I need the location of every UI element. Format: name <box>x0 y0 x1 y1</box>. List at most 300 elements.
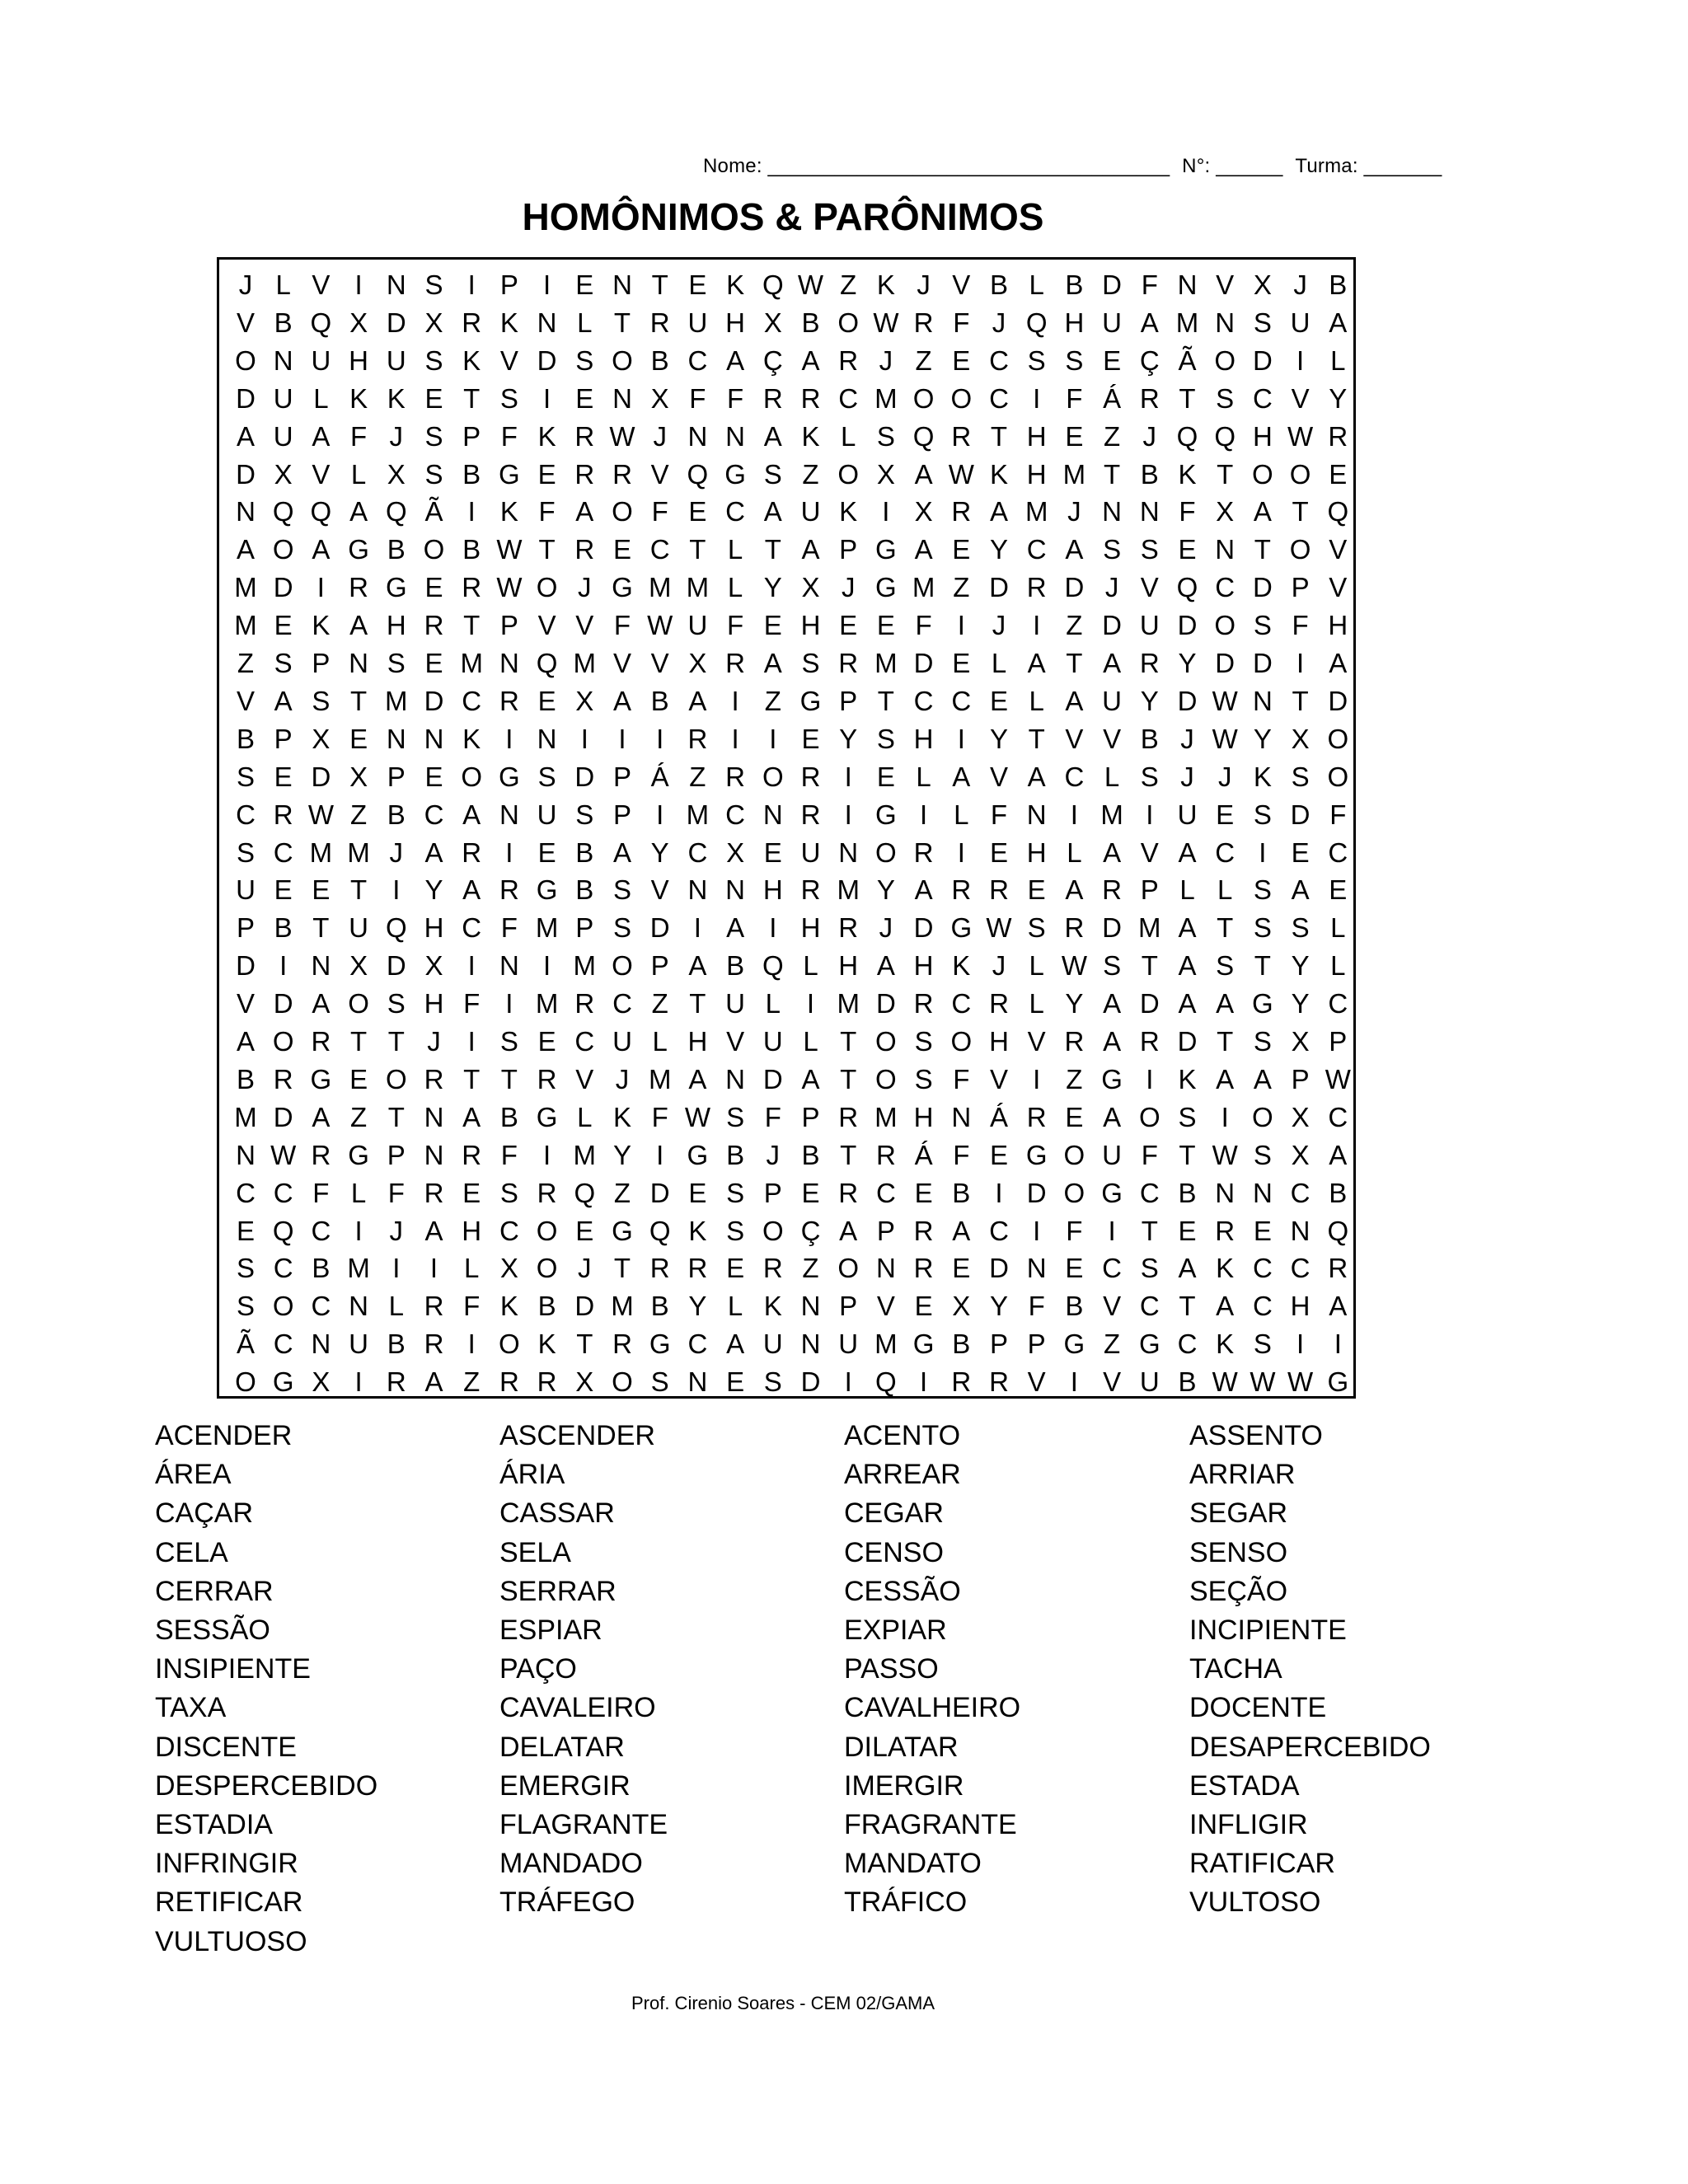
grid-cell[interactable]: O <box>837 307 860 338</box>
grid-cell[interactable]: D <box>386 950 406 982</box>
grid-cell[interactable]: B <box>989 269 1008 300</box>
grid-cell[interactable]: A <box>462 874 481 906</box>
grid-cell[interactable]: H <box>1026 420 1047 452</box>
grid-cell[interactable]: M <box>837 988 860 1019</box>
grid-cell[interactable]: C <box>951 685 972 716</box>
grid-cell[interactable]: T <box>689 988 706 1019</box>
grid-cell[interactable]: K <box>1178 1063 1197 1094</box>
grid-cell[interactable]: T <box>1028 723 1045 754</box>
grid-cell[interactable]: A <box>1103 988 1122 1019</box>
grid-cell[interactable]: N <box>424 723 444 754</box>
grid-cell[interactable]: W <box>307 799 334 830</box>
grid-cell[interactable]: G <box>1025 1139 1048 1170</box>
grid-cell[interactable]: F <box>538 496 556 527</box>
grid-cell[interactable]: S <box>1253 307 1272 338</box>
grid-cell[interactable]: M <box>309 837 333 868</box>
grid-cell[interactable]: I <box>467 1026 476 1057</box>
grid-cell[interactable]: X <box>312 1366 331 1398</box>
grid-cell[interactable]: T <box>312 912 330 944</box>
grid-cell[interactable]: J <box>1217 761 1232 792</box>
grid-cell[interactable]: X <box>876 458 895 490</box>
grid-cell[interactable]: R <box>913 1215 934 1246</box>
grid-cell[interactable]: H <box>800 912 821 944</box>
grid-cell[interactable]: Y <box>1065 988 1084 1019</box>
grid-cell[interactable]: D <box>273 988 293 1019</box>
nome-field[interactable]: Nome: ____________________________________ <box>703 155 1170 177</box>
grid-cell[interactable]: B <box>1329 1177 1348 1208</box>
grid-cell[interactable]: J <box>992 307 1006 338</box>
grid-cell[interactable]: M <box>234 610 257 641</box>
grid-cell[interactable]: C <box>311 1215 331 1246</box>
grid-cell[interactable]: A <box>876 950 895 982</box>
grid-cell[interactable]: I <box>731 723 739 754</box>
grid-cell[interactable]: J <box>615 1063 630 1094</box>
grid-cell[interactable]: A <box>612 837 631 868</box>
grid-cell[interactable]: S <box>1253 912 1272 944</box>
grid-cell[interactable]: N <box>311 1329 331 1360</box>
grid-cell[interactable]: D <box>311 761 331 792</box>
grid-cell[interactable]: A <box>1065 874 1084 906</box>
grid-cell[interactable]: I <box>316 572 325 603</box>
grid-cell[interactable]: I <box>769 912 777 944</box>
grid-cell[interactable]: C <box>1328 837 1348 868</box>
grid-cell[interactable]: U <box>311 344 331 376</box>
grid-cell[interactable]: A <box>688 950 707 982</box>
grid-cell[interactable]: Q <box>1176 420 1198 452</box>
grid-cell[interactable]: R <box>386 1366 406 1398</box>
grid-cell[interactable]: M <box>648 572 672 603</box>
grid-cell[interactable]: K <box>1178 458 1197 490</box>
grid-cell[interactable]: N <box>687 874 708 906</box>
grid-cell[interactable]: S <box>1253 1026 1272 1057</box>
grid-cell[interactable]: P <box>650 950 669 982</box>
grid-cell[interactable]: C <box>687 1329 708 1360</box>
grid-cell[interactable]: L <box>954 799 969 830</box>
grid-cell[interactable]: I <box>1296 648 1305 678</box>
grid-cell[interactable]: K <box>876 269 895 300</box>
grid-cell[interactable]: A <box>801 534 820 565</box>
grid-cell[interactable]: R <box>1139 648 1160 678</box>
grid-cell[interactable]: W <box>1212 723 1238 754</box>
grid-cell[interactable]: O <box>348 988 369 1019</box>
grid-cell[interactable]: A <box>1103 648 1122 678</box>
grid-cell[interactable]: R <box>574 458 595 490</box>
grid-cell[interactable]: C <box>273 1253 293 1284</box>
grid-cell[interactable]: S <box>236 1291 255 1322</box>
grid-cell[interactable]: V <box>1329 572 1348 603</box>
grid-cell[interactable]: R <box>951 496 972 527</box>
grid-cell[interactable]: L <box>803 1026 818 1057</box>
grid-cell[interactable]: A <box>1065 685 1084 716</box>
grid-cell[interactable]: A <box>612 685 631 716</box>
grid-cell[interactable]: N <box>725 420 746 452</box>
grid-cell[interactable]: J <box>992 950 1006 982</box>
grid-cell[interactable]: V <box>575 1063 594 1094</box>
grid-cell[interactable]: Y <box>1291 950 1310 982</box>
grid-cell[interactable]: O <box>612 496 633 527</box>
grid-cell[interactable]: D <box>1102 269 1123 300</box>
grid-cell[interactable]: R <box>311 1139 331 1170</box>
grid-cell[interactable]: R <box>349 572 369 603</box>
grid-cell[interactable]: V <box>989 1063 1008 1094</box>
grid-cell[interactable]: F <box>1292 610 1309 641</box>
grid-cell[interactable]: T <box>689 534 706 565</box>
grid-cell[interactable]: A <box>1216 1291 1235 1322</box>
grid-cell[interactable]: Z <box>237 648 255 678</box>
grid-cell[interactable]: V <box>650 874 669 906</box>
grid-cell[interactable]: I <box>1221 1101 1229 1132</box>
grid-cell[interactable]: T <box>840 1026 857 1057</box>
grid-cell[interactable]: A <box>1027 648 1046 678</box>
grid-cell[interactable]: D <box>574 761 595 792</box>
grid-cell[interactable]: D <box>649 912 670 944</box>
grid-cell[interactable]: U <box>537 799 557 830</box>
grid-cell[interactable]: J <box>389 1215 404 1246</box>
grid-cell[interactable]: C <box>236 799 256 830</box>
grid-cell[interactable]: E <box>1027 874 1046 906</box>
grid-cell[interactable]: I <box>354 1215 363 1246</box>
grid-cell[interactable]: A <box>1216 1063 1235 1094</box>
grid-cell[interactable]: M <box>347 837 370 868</box>
grid-cell[interactable]: V <box>1291 382 1310 414</box>
grid-cell[interactable]: R <box>951 874 972 906</box>
grid-cell[interactable]: A <box>349 496 368 527</box>
grid-cell[interactable]: C <box>311 1291 331 1322</box>
grid-cell[interactable]: E <box>952 534 971 565</box>
grid-cell[interactable]: V <box>499 344 518 376</box>
grid-cell[interactable]: S <box>1178 1101 1197 1132</box>
grid-cell[interactable]: X <box>349 761 368 792</box>
grid-cell[interactable]: H <box>349 344 369 376</box>
grid-cell[interactable]: T <box>538 534 556 565</box>
grid-cell[interactable]: N <box>424 1139 444 1170</box>
grid-cell[interactable]: U <box>1102 307 1123 338</box>
grid-cell[interactable]: L <box>1179 874 1195 906</box>
grid-cell[interactable]: G <box>687 1139 709 1170</box>
grid-cell[interactable]: A <box>1329 307 1348 338</box>
grid-cell[interactable]: M <box>573 648 597 678</box>
grid-cell[interactable]: Q <box>310 496 332 527</box>
grid-cell[interactable]: I <box>1146 799 1154 830</box>
grid-cell[interactable]: U <box>1139 610 1160 641</box>
grid-cell[interactable]: V <box>236 307 255 338</box>
grid-cell[interactable]: P <box>763 1177 782 1208</box>
grid-cell[interactable]: F <box>727 382 744 414</box>
grid-cell[interactable]: G <box>649 1329 671 1360</box>
grid-cell[interactable]: R <box>989 988 1009 1019</box>
grid-cell[interactable]: M <box>535 912 559 944</box>
grid-cell[interactable]: S <box>236 761 255 792</box>
grid-cell[interactable]: H <box>989 1026 1009 1057</box>
grid-cell[interactable]: I <box>392 874 401 906</box>
grid-cell[interactable]: F <box>915 610 932 641</box>
grid-cell[interactable]: P <box>1291 1063 1310 1094</box>
grid-cell[interactable]: W <box>1250 1366 1276 1398</box>
grid-cell[interactable]: R <box>951 1366 972 1398</box>
grid-cell[interactable]: Q <box>1025 307 1048 338</box>
grid-cell[interactable]: H <box>386 610 406 641</box>
grid-cell[interactable]: G <box>499 458 520 490</box>
grid-cell[interactable]: P <box>499 610 518 641</box>
grid-cell[interactable]: O <box>612 1366 633 1398</box>
grid-cell[interactable]: I <box>1296 344 1305 376</box>
grid-cell[interactable]: D <box>762 1063 783 1094</box>
grid-cell[interactable]: I <box>1296 1329 1305 1360</box>
grid-cell[interactable]: Q <box>762 950 784 982</box>
grid-cell[interactable]: A <box>462 799 481 830</box>
grid-cell[interactable]: A <box>462 1101 481 1132</box>
grid-cell[interactable]: T <box>651 269 668 300</box>
grid-cell[interactable]: U <box>1177 799 1198 830</box>
grid-cell[interactable]: Z <box>1104 1329 1121 1360</box>
grid-cell[interactable]: T <box>1179 1139 1196 1170</box>
grid-cell[interactable]: E <box>763 837 782 868</box>
grid-cell[interactable]: O <box>612 950 633 982</box>
grid-cell[interactable]: T <box>1217 458 1234 490</box>
grid-cell[interactable]: R <box>913 837 934 868</box>
grid-cell[interactable]: M <box>460 648 483 678</box>
grid-cell[interactable]: O <box>875 837 897 868</box>
grid-cell[interactable]: E <box>763 610 782 641</box>
grid-cell[interactable]: R <box>1064 1026 1085 1057</box>
grid-cell[interactable]: P <box>1329 1026 1348 1057</box>
grid-cell[interactable]: V <box>876 1291 895 1322</box>
grid-cell[interactable]: Y <box>1253 723 1272 754</box>
grid-cell[interactable]: V <box>612 648 631 678</box>
grid-cell[interactable]: H <box>424 912 444 944</box>
grid-cell[interactable]: B <box>726 1139 745 1170</box>
grid-cell[interactable]: N <box>1290 1215 1311 1246</box>
grid-cell[interactable]: C <box>236 1177 256 1208</box>
grid-cell[interactable]: O <box>235 344 256 376</box>
grid-cell[interactable]: X <box>274 458 293 490</box>
grid-cell[interactable]: R <box>311 1026 331 1057</box>
grid-cell[interactable]: W <box>496 572 523 603</box>
grid-cell[interactable]: A <box>952 1215 971 1246</box>
grid-cell[interactable]: L <box>275 269 291 300</box>
grid-cell[interactable]: R <box>424 1291 444 1322</box>
grid-cell[interactable]: A <box>1178 837 1197 868</box>
grid-cell[interactable]: A <box>312 988 331 1019</box>
grid-cell[interactable]: E <box>575 269 594 300</box>
grid-cell[interactable]: U <box>1290 307 1311 338</box>
grid-cell[interactable]: U <box>800 496 821 527</box>
grid-cell[interactable]: U <box>687 307 708 338</box>
grid-cell[interactable]: W <box>1212 1139 1238 1170</box>
grid-cell[interactable]: O <box>1214 344 1236 376</box>
grid-cell[interactable]: C <box>687 344 708 376</box>
grid-cell[interactable]: J <box>1293 269 1307 300</box>
grid-cell[interactable]: P <box>989 1329 1008 1360</box>
grid-cell[interactable]: E <box>726 1366 745 1398</box>
grid-cell[interactable]: A <box>1329 1139 1348 1170</box>
grid-cell[interactable]: T <box>1254 534 1271 565</box>
grid-cell[interactable]: I <box>1108 1215 1116 1246</box>
grid-cell[interactable]: Ç <box>762 344 783 376</box>
grid-cell[interactable]: H <box>1026 837 1047 868</box>
grid-cell[interactable]: Q <box>762 269 784 300</box>
grid-cell[interactable]: R <box>989 1366 1009 1398</box>
grid-cell[interactable]: Y <box>612 1139 631 1170</box>
grid-cell[interactable]: S <box>312 685 331 716</box>
grid-cell[interactable]: M <box>686 572 710 603</box>
grid-cell[interactable]: P <box>1027 1329 1046 1360</box>
grid-cell[interactable]: E <box>839 610 858 641</box>
grid-cell[interactable]: I <box>656 723 664 754</box>
grid-cell[interactable]: R <box>762 1253 783 1284</box>
grid-cell[interactable]: P <box>876 1215 895 1246</box>
grid-cell[interactable]: A <box>1140 307 1159 338</box>
grid-cell[interactable]: F <box>1066 382 1083 414</box>
grid-cell[interactable]: K <box>801 420 820 452</box>
grid-cell[interactable]: I <box>1033 610 1041 641</box>
grid-cell[interactable]: Y <box>763 572 782 603</box>
grid-cell[interactable]: S <box>424 269 443 300</box>
grid-cell[interactable]: Y <box>989 534 1008 565</box>
grid-cell[interactable]: M <box>1025 496 1048 527</box>
grid-cell[interactable]: S <box>914 1063 933 1094</box>
grid-cell[interactable]: F <box>953 1139 970 1170</box>
grid-cell[interactable]: M <box>1138 912 1161 944</box>
grid-cell[interactable]: D <box>1290 799 1311 830</box>
grid-cell[interactable]: N <box>800 1329 821 1360</box>
grid-cell[interactable]: B <box>575 874 594 906</box>
grid-cell[interactable]: A <box>1103 1101 1122 1132</box>
grid-cell[interactable]: Q <box>574 1177 596 1208</box>
grid-cell[interactable]: N <box>1139 496 1160 527</box>
grid-cell[interactable]: I <box>467 269 476 300</box>
grid-cell[interactable]: T <box>840 1139 857 1170</box>
grid-cell[interactable]: Y <box>650 837 669 868</box>
grid-cell[interactable]: E <box>1291 837 1310 868</box>
grid-cell[interactable]: Y <box>424 874 443 906</box>
grid-cell[interactable]: U <box>1102 685 1123 716</box>
grid-cell[interactable]: U <box>762 1329 783 1360</box>
grid-cell[interactable]: N <box>1215 1177 1236 1208</box>
grid-cell[interactable]: V <box>1103 723 1122 754</box>
grid-cell[interactable]: I <box>354 1366 363 1398</box>
grid-cell[interactable]: Y <box>989 723 1008 754</box>
grid-cell[interactable]: Y <box>876 874 895 906</box>
grid-cell[interactable]: E <box>1253 1215 1272 1246</box>
grid-cell[interactable]: X <box>688 648 707 678</box>
grid-cell[interactable]: C <box>1252 382 1273 414</box>
grid-cell[interactable]: K <box>462 723 481 754</box>
grid-cell[interactable]: B <box>274 307 293 338</box>
grid-cell[interactable]: N <box>1215 534 1236 565</box>
grid-cell[interactable]: V <box>1065 723 1084 754</box>
grid-cell[interactable]: O <box>950 1026 973 1057</box>
grid-cell[interactable]: N <box>1026 799 1047 830</box>
grid-cell[interactable]: J <box>1180 761 1194 792</box>
grid-cell[interactable]: S <box>1216 382 1235 414</box>
grid-cell[interactable]: O <box>499 1329 520 1360</box>
grid-cell[interactable]: X <box>349 950 368 982</box>
grid-cell[interactable]: I <box>806 988 815 1019</box>
grid-cell[interactable]: T <box>1217 1026 1234 1057</box>
grid-cell[interactable]: A <box>1178 988 1197 1019</box>
grid-cell[interactable]: R <box>537 1177 557 1208</box>
grid-cell[interactable]: L <box>1029 950 1044 982</box>
grid-cell[interactable]: D <box>1252 572 1273 603</box>
grid-cell[interactable]: J <box>1067 496 1081 527</box>
grid-cell[interactable]: Z <box>953 572 970 603</box>
grid-cell[interactable]: X <box>312 723 331 754</box>
grid-cell[interactable]: I <box>920 1366 928 1398</box>
grid-cell[interactable]: D <box>1177 1026 1198 1057</box>
grid-cell[interactable]: R <box>462 307 482 338</box>
grid-cell[interactable]: J <box>389 420 404 452</box>
grid-cell[interactable]: S <box>274 648 293 678</box>
grid-cell[interactable]: Y <box>1140 685 1159 716</box>
grid-cell[interactable]: O <box>1289 458 1311 490</box>
grid-cell[interactable]: I <box>1033 1063 1041 1094</box>
grid-cell[interactable]: R <box>838 912 859 944</box>
grid-cell[interactable]: H <box>913 723 934 754</box>
grid-cell[interactable]: M <box>1100 799 1123 830</box>
grid-cell[interactable]: G <box>536 1101 558 1132</box>
grid-cell[interactable]: S <box>424 344 443 376</box>
grid-cell[interactable]: D <box>913 912 934 944</box>
grid-cell[interactable]: A <box>424 1366 443 1398</box>
grid-cell[interactable]: T <box>463 610 481 641</box>
grid-cell[interactable]: B <box>387 534 406 565</box>
grid-cell[interactable]: I <box>429 1253 438 1284</box>
grid-cell[interactable]: E <box>274 874 293 906</box>
grid-cell[interactable]: R <box>762 382 783 414</box>
grid-cell[interactable]: I <box>656 1139 664 1170</box>
grid-cell[interactable]: I <box>1070 799 1078 830</box>
grid-cell[interactable]: D <box>1215 648 1236 678</box>
grid-cell[interactable]: G <box>875 799 897 830</box>
grid-cell[interactable]: D <box>1139 988 1160 1019</box>
grid-cell[interactable]: Q <box>536 648 558 678</box>
grid-cell[interactable]: A <box>726 344 745 376</box>
grid-cell[interactable]: T <box>500 1063 518 1094</box>
grid-cell[interactable]: S <box>499 1177 518 1208</box>
grid-cell[interactable]: C <box>1215 572 1236 603</box>
grid-cell[interactable]: R <box>424 1329 444 1360</box>
grid-cell[interactable]: E <box>1329 458 1348 490</box>
grid-cell[interactable]: D <box>800 1366 821 1398</box>
grid-cell[interactable]: U <box>687 610 708 641</box>
grid-cell[interactable]: E <box>424 382 443 414</box>
grid-cell[interactable]: H <box>1252 420 1273 452</box>
grid-cell[interactable]: B <box>1178 1177 1197 1208</box>
grid-cell[interactable]: P <box>839 685 858 716</box>
grid-cell[interactable]: V <box>650 648 669 678</box>
grid-cell[interactable]: R <box>913 307 934 338</box>
grid-cell[interactable]: R <box>424 1063 444 1094</box>
grid-cell[interactable]: C <box>1328 988 1348 1019</box>
grid-cell[interactable]: Z <box>613 1177 631 1208</box>
grid-cell[interactable]: T <box>877 685 894 716</box>
grid-cell[interactable]: R <box>875 1139 896 1170</box>
grid-cell[interactable]: N <box>499 799 519 830</box>
grid-cell[interactable]: I <box>656 799 664 830</box>
grid-cell[interactable]: F <box>1179 496 1196 527</box>
grid-cell[interactable]: I <box>844 761 852 792</box>
grid-cell[interactable]: M <box>837 874 860 906</box>
grid-cell[interactable]: R <box>687 723 708 754</box>
grid-cell[interactable]: C <box>989 344 1009 376</box>
grid-cell[interactable]: Z <box>463 1366 481 1398</box>
grid-cell[interactable]: W <box>1325 1063 1351 1094</box>
grid-cell[interactable]: J <box>992 610 1006 641</box>
grid-cell[interactable]: O <box>235 1366 256 1398</box>
grid-cell[interactable]: C <box>1215 837 1236 868</box>
grid-cell[interactable]: P <box>612 761 631 792</box>
